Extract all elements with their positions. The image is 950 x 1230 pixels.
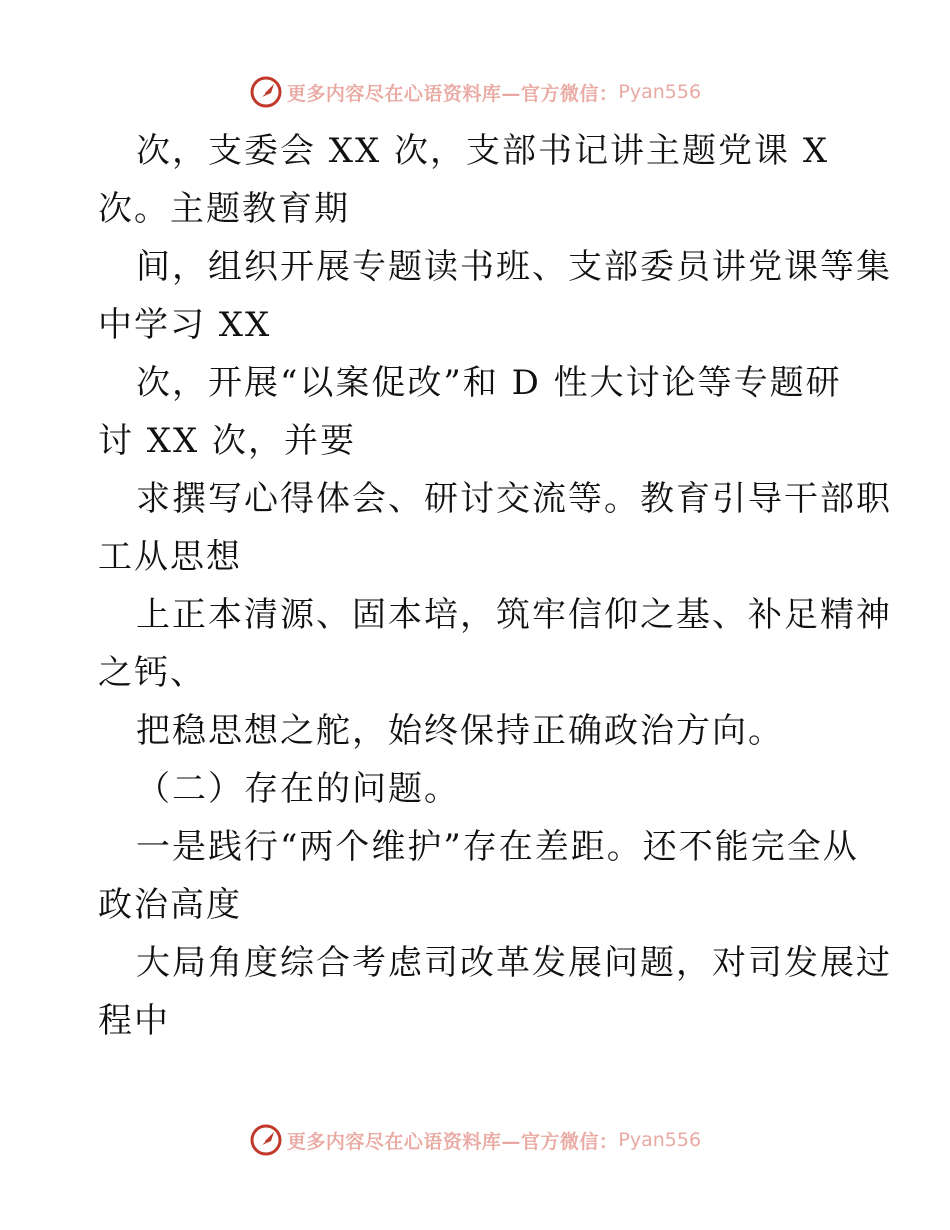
quill-logo-icon xyxy=(249,1123,283,1157)
text-line: 政治高度 xyxy=(98,885,242,925)
header-banner-text: 更多内容尽在心语资料库—官方微信： xyxy=(286,82,619,105)
text-line: 讨 XX 次，并要 xyxy=(98,421,357,461)
text-line: 中学习 XX xyxy=(98,305,272,345)
quill-logo-icon xyxy=(249,75,283,109)
section-heading: （二）存在的问题。 xyxy=(136,769,460,809)
footer-watermark-banner xyxy=(0,1120,950,1160)
text-line: 工从思想 xyxy=(98,537,242,577)
text-line: 大局角度综合考虑司改革发展问题，对司发展过 xyxy=(136,943,892,983)
footer-banner-text: 更多内容尽在心语资料库—官方微信： xyxy=(286,1130,619,1153)
text-line: 一是践行“两个维护”存在差距。还不能完全从 xyxy=(136,827,859,867)
text-line: 次，开展“以案促改”和 D 性大讨论等专题研 xyxy=(136,363,842,403)
text-line: 次。主题教育期 xyxy=(98,189,350,229)
text-line: 程中 xyxy=(98,1001,170,1041)
text-line: 求撰写心得体会、研讨交流等。教育引导干部职 xyxy=(136,479,892,519)
text-line: 之钙、 xyxy=(98,653,206,693)
text-line: 把稳思想之舵，始终保持正确政治方向。 xyxy=(136,711,784,751)
text-line: 次，支委会 XX 次，支部书记讲主题党课 X xyxy=(136,131,830,171)
text-line: 间，组织开展专题读书班、支部委员讲党课等集 xyxy=(136,247,892,287)
text-line: 上正本清源、固本培，筑牢信仰之基、补足精神 xyxy=(136,595,892,635)
document-body xyxy=(98,122,892,1050)
header-watermark-banner xyxy=(0,72,950,112)
footer-banner-wechat-id: Pyan556 xyxy=(618,1129,702,1151)
header-banner-wechat-id: Pyan556 xyxy=(618,81,702,103)
